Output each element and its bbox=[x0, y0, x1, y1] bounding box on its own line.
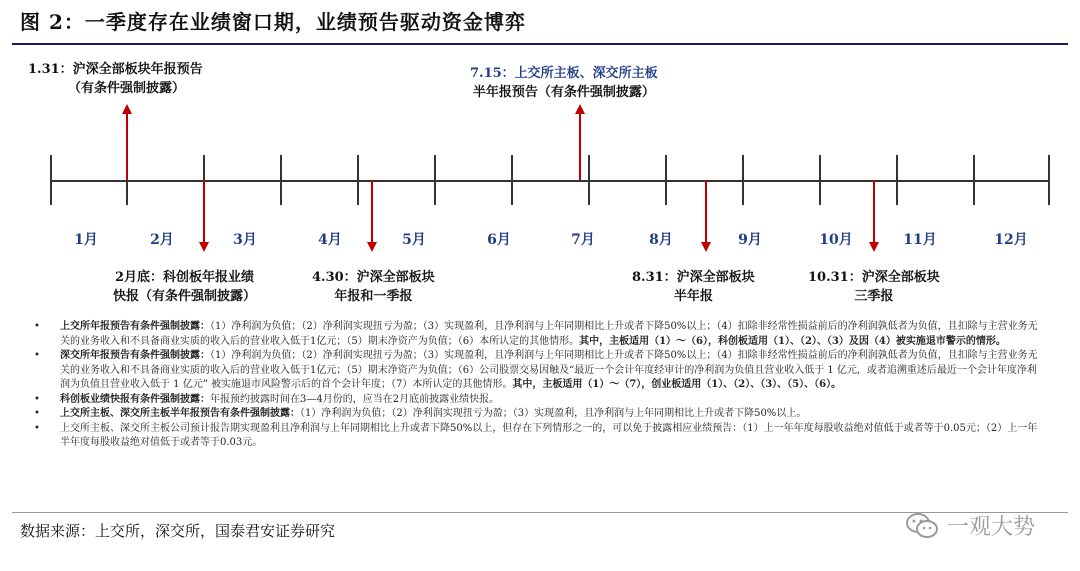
data-source: 数据来源：上交所，深交所，国泰君安证券研究 bbox=[20, 522, 336, 540]
down-arrow-head bbox=[199, 242, 209, 252]
timeline-tick bbox=[434, 155, 436, 205]
month-label: 12月 bbox=[994, 232, 1028, 248]
month-label: 8月 bbox=[649, 232, 673, 248]
event-line: 7.15：上交所主板、深交所主板 bbox=[470, 66, 658, 81]
bullet: • bbox=[34, 321, 40, 332]
bullet: • bbox=[34, 408, 40, 419]
timeline-tick bbox=[819, 155, 821, 205]
bullet: • bbox=[34, 422, 40, 434]
month-label: 7月 bbox=[571, 232, 595, 248]
event-q3-report bbox=[808, 268, 940, 306]
down-arrow-line bbox=[873, 180, 875, 242]
wechat-icon bbox=[905, 512, 939, 540]
watermark-text: 一观大势 bbox=[947, 515, 1036, 540]
note-body: （1）净利润为负值；（2）净利润实现扭亏为盈；（3）实现盈利，且净利润与上年同期相比上升或者下降50%以上。 bbox=[300, 408, 807, 419]
notes-section bbox=[30, 320, 1040, 451]
note-body: （1）净利润为负值；（2）净利润实现扭亏为盈；（3）实现盈利，且净利润与上年同期相比上升或者下降50%以上；（4）扣除非经常性损益前后的净利润孰低者为负值，且扣除与主营业务无关的业务收入和不具备商业实质的收入后的营业收入低于1亿元；（5）期末净资产为负值；（6）本所认定的其他情形。 bbox=[60, 321, 1038, 347]
month-label: 1月 bbox=[74, 232, 98, 248]
timeline-tick bbox=[50, 155, 52, 205]
down-arrow-head bbox=[367, 242, 377, 252]
title-divider bbox=[12, 43, 1068, 45]
note-tail: 其中，主板适用（1）～（6），科创板适用（1）、（2）、（3）及因（4）被实施退市警示的情形。 bbox=[579, 335, 1006, 347]
month-label: 11月 bbox=[903, 232, 937, 248]
timeline-tick bbox=[896, 155, 898, 205]
event-line: 半年报预告（有条件强制披露） bbox=[472, 85, 655, 100]
figure-title: 图 2：一季度存在业绩窗口期，业绩预告驱动资金博弈 bbox=[20, 10, 526, 34]
timeline-tick bbox=[280, 155, 282, 205]
up-arrow-head bbox=[122, 104, 132, 114]
note-heading: 上交所年报预告有条件强制披露： bbox=[60, 321, 210, 332]
wechat-watermark bbox=[905, 510, 1035, 541]
timeline-tick bbox=[973, 155, 975, 205]
note-body: （1）净利润为负值；（2）净利润实现扭亏为盈；（3）实现盈利，且净利润与上年同期相比上升或者下降50%以上；（4）扣除非经常性损益前后的净利润孰低者为负值，且扣除与主营业务无关的业务收入和不具备商业实质的收入后的营业收入低于1亿元；（5）期末净资产为负值；（6）公司股票交易因触及“最近一个会计年度经审计的净利润为负值且营业收入低于 1 亿元，或者追溯重述后最近一个会计年度净利润为负值且营业收入低于 1 亿元” 被实施退市风险警示后的首个会计年度；（7）本所认定的其他情形。 bbox=[60, 350, 1038, 390]
month-label: 10月 bbox=[819, 232, 853, 248]
event-line: 8.31：沪深全部板块 bbox=[632, 270, 755, 285]
month-label: 5月 bbox=[402, 232, 426, 248]
event-line: 快报（有条件强制披露） bbox=[113, 289, 257, 304]
timeline-tick bbox=[357, 155, 359, 205]
bullet: • bbox=[34, 350, 40, 361]
event-line: 4.30：沪深全部板块 bbox=[312, 270, 435, 285]
note-heading: 科创板业绩快报有条件强制披露： bbox=[60, 393, 210, 405]
note-item bbox=[30, 393, 1040, 408]
timeline-tick bbox=[511, 155, 513, 205]
note-item bbox=[30, 422, 1040, 451]
event-half-year-forecast bbox=[470, 64, 658, 102]
event-line: （有条件强制披露） bbox=[68, 81, 186, 96]
event-line: 三季报 bbox=[854, 289, 894, 304]
up-arrow-line bbox=[579, 112, 581, 180]
down-arrow-line bbox=[371, 180, 373, 242]
down-arrow-head bbox=[869, 242, 879, 252]
down-arrow-line bbox=[203, 180, 205, 242]
up-arrow-line bbox=[126, 112, 128, 180]
event-line: 10.31：沪深全部板块 bbox=[808, 270, 940, 285]
month-label: 2月 bbox=[150, 232, 174, 248]
note-item bbox=[30, 320, 1040, 349]
timeline-tick bbox=[665, 155, 667, 205]
down-arrow-line bbox=[705, 180, 707, 242]
month-label: 6月 bbox=[487, 232, 511, 248]
month-label: 9月 bbox=[738, 232, 762, 248]
month-label: 4月 bbox=[318, 232, 342, 248]
month-label: 3月 bbox=[233, 232, 257, 248]
event-line: 2月底：科创板年报业绩 bbox=[114, 270, 255, 285]
note-body: 上交所主板、深交所主板公司预计报告期实现盈利且净利润与上年同期相比上升或者下降50%以上，但存在下列情形之一的，可以免于披露相应业绩预告：（1）上一年年度每股收益绝对值低于或者等于0.05元；（2）上一年半年度每股收益绝对值低于或者等于0.03元。 bbox=[60, 422, 1038, 448]
note-heading: 深交所年报预告有条件强制披露： bbox=[60, 350, 210, 361]
event-line: 1.31：沪深全部板块年报预告 bbox=[28, 62, 203, 77]
event-line: 年报和一季报 bbox=[334, 289, 413, 304]
timeline-tick bbox=[588, 155, 590, 205]
event-half-year-report bbox=[632, 268, 755, 306]
note-tail: 其中，主板适用（1）～（7），创业板适用（1）、（2）、（3）、（5）、（6）。 bbox=[512, 379, 842, 390]
timeline-tick bbox=[1048, 155, 1050, 205]
event-line: 半年报 bbox=[673, 289, 713, 304]
down-arrow-head bbox=[701, 242, 711, 252]
up-arrow-head bbox=[575, 104, 585, 114]
note-item bbox=[30, 349, 1040, 393]
note-heading: 上交所主板、深交所主板半年报预告有条件强制披露： bbox=[60, 408, 300, 419]
note-body: 年报预约披露时间在3—4月份的，应当在2月底前披露业绩快报。 bbox=[210, 393, 500, 405]
bullet: • bbox=[34, 393, 40, 405]
timeline-axis bbox=[50, 180, 1050, 182]
note-item bbox=[30, 407, 1040, 422]
event-star-market-flash bbox=[113, 268, 256, 306]
timeline-tick bbox=[742, 155, 744, 205]
event-annual-forecast bbox=[28, 60, 203, 98]
event-annual-q1-report bbox=[312, 268, 435, 306]
